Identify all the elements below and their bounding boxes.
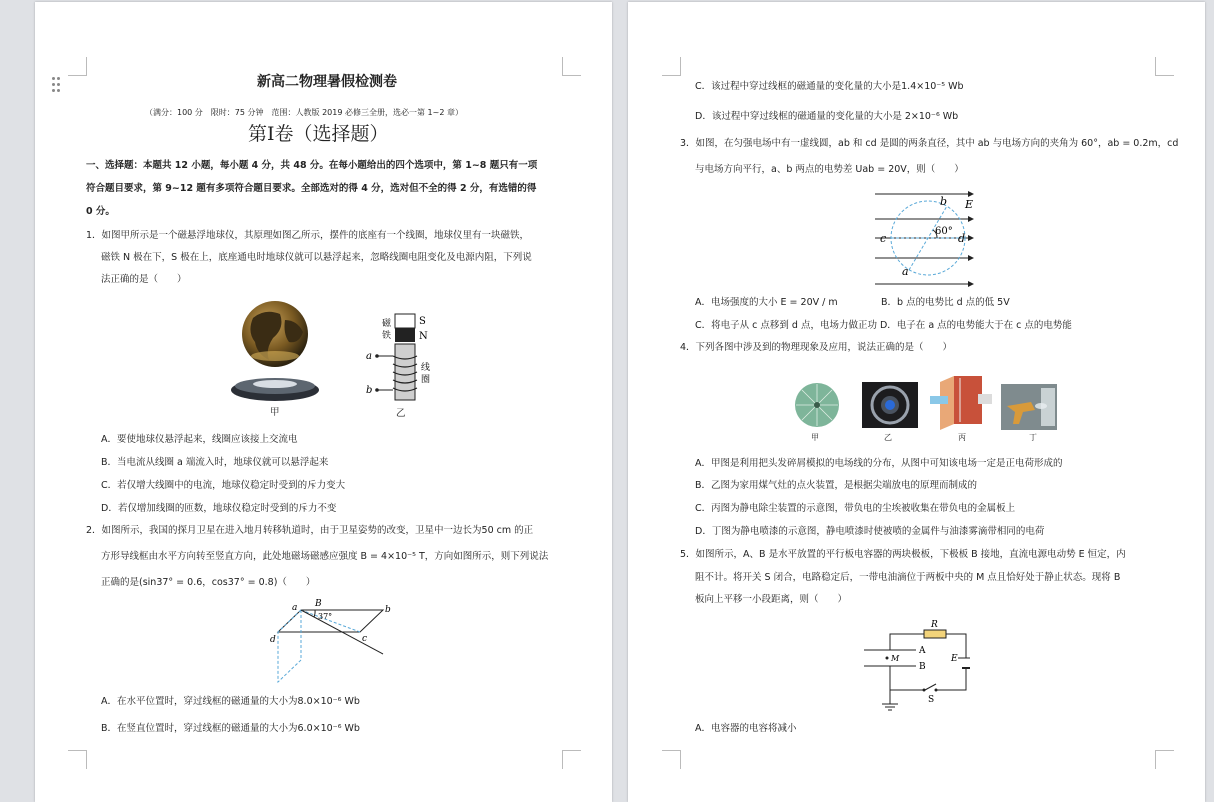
hair-field-photo [794,382,840,428]
q5-stem: 阻不计。将开关 S 闭合，电路稳定后，一带电油滴位于两板中央的 M 点且恰好处于静止状态。现将 B [695,572,1121,583]
q4-caption: 乙 [884,433,892,442]
fig-label: E [951,654,958,664]
fig-label: d [270,635,276,645]
capacitor-circuit-diagram [858,616,970,712]
instructions-line: 0 分。 [86,206,115,217]
spray-painting-photo [1001,384,1057,430]
document-page-2 [628,2,1205,802]
fig-label: c [880,232,887,245]
q1-option-b: B．当电流从线圈 a 端流入时，地球仪就可以悬浮起来 [101,457,329,468]
fig-label: A [919,646,926,656]
doc-title: 新高二物理暑假检测卷 [257,74,397,90]
electric-field-figure [871,186,983,290]
fig-label: a [902,265,909,278]
fig-label: M [891,654,900,663]
q1-stem: 磁铁 N 极在下，S 极在上，底座通电时地球仪就可以悬浮起来，忽略线圈电阻变化及电源内阻，下列说 [101,252,532,263]
fig-label: S [928,695,935,705]
fig-label: E [965,198,974,211]
q4-stem: 4．下列各图中涉及到的物理现象及应用，说法正确的是（ ） [680,342,953,353]
margin-corner-mark [662,57,681,76]
fig-label: R [931,620,938,630]
q2-option-a: A．在水平位置时，穿过线框的磁通量的大小为8.0×10⁻⁶ Wb [101,696,360,707]
magnet-label: 铁 [382,331,392,341]
margin-corner-mark [562,57,581,76]
q1-option-c: C．若仅增大线圈中的电流，地球仪稳定时受到的斥力变大 [101,480,346,491]
q2-option-b: B．在竖直位置时，穿过线框的磁通量的大小为6.0×10⁻⁶ Wb [101,723,360,734]
dust-removal-diagram [930,374,992,430]
magnet-label: 磁 [382,319,392,329]
q3-stem: 与电场方向平行，a、b 两点的电势差 Uab = 20V，则（ ） [695,164,964,175]
fig-label: d [958,232,966,245]
q5-stem: 5．如图所示，A、B 是水平放置的平行板电容器的两块极板，下极板 B 接地，直流电源电动势 E 恒定，内 [680,549,1126,560]
fig-label: a [292,603,298,613]
q4-option-d: D．丁图为静电喷漆的示意图，静电喷漆时使被喷的金属件与油漆雾滴带相同的电荷 [695,526,1045,537]
q2-option-c: C．该过程中穿过线框的磁通量的变化量的大小是1.4×10⁻⁵ Wb [695,81,964,92]
fig-label: c [362,634,368,644]
q2-stem: 2．如图所示，我国的探月卫星在进入地月转移轨道时，由于卫星姿势的改变，卫星中一边长为50 cm 的正 [86,525,534,536]
margin-corner-mark [68,750,87,769]
lead-b-label: b [366,385,373,396]
document-page-1 [35,2,612,802]
margin-corner-mark [662,750,681,769]
fig-label: b [385,605,391,615]
q3-option-a: A．电场强度的大小 E = 20V / m [695,297,838,308]
margin-corner-mark [1155,750,1174,769]
q2-option-d: D．该过程中穿过线框的磁通量的变化量的大小是 2×10⁻⁶ Wb [695,111,959,122]
wire-frame-figure [263,598,393,688]
q2-stem: 正确的是(sin37° = 0.6，cos37° = 0.8)（ ） [101,577,316,588]
q3-options-cd: C．将电子从 c 点移到 d 点，电场力做正功 D．电子在 a 点的电势能大于在 c 点的电势能 [695,320,1072,331]
q4-option-b: B．乙图为家用煤气灶的点火装置，是根据尖端放电的原理而制成的 [695,480,978,491]
fig-label: 60° [935,226,953,237]
magnet-coil-figure [365,310,445,410]
margin-corner-mark [562,750,581,769]
maglev-globe-figure [225,298,325,404]
pole-s-label: S [419,316,426,327]
lead-a-label: a [366,351,372,362]
q1-stem: 法正确的是（ ） [101,274,187,285]
q4-caption: 丁 [1029,433,1037,442]
margin-corner-mark [68,57,87,76]
q4-caption: 丙 [958,433,966,442]
q3-option-b: B．b 点的电势比 d 点的低 5V [881,297,1010,308]
q4-option-a: A．甲图是利用把头发碎屑模拟的电场线的分布，从图中可知该电场一定是正电荷形成的 [695,458,1063,469]
fig-caption-yi: 乙 [396,408,406,419]
fig-label: b [940,195,948,208]
coil-label: 线 [421,363,431,373]
instructions-line: 一、选择题：本题共 12 小题，每小题 4 分，共 48 分。在每小题给出的四个选项中，第 1~8 题只有一项 [86,160,538,171]
pole-n-label: N [419,331,428,342]
q5-stem: 板向上平移一小段距离，则（ ） [695,594,848,605]
part-title: 第Ⅰ卷（选择题） [248,123,389,145]
fig-caption-jia: 甲 [270,407,280,418]
q2-stem: 方形导线框由水平方向转至竖直方向，此处地磁场磁感应强度 B = 4×10⁻⁵ T，方向如图所示，则下列说法 [101,551,549,562]
q4-option-c: C．丙图为静电除尘装置的示意图，带负电的尘埃被收集在带负电的金属板上 [695,503,1016,514]
doc-subtitle: （满分：100 分 限时：75 分钟 范围：人教版 2019 必修三全册，选必一第 1~2 章） [145,108,463,117]
fig-label: B [919,662,926,672]
instructions-line: 符合题目要求，第 9~12 题有多项符合题目要求。全部选对的得 4 分，选对但不全的得 2 分，有选错的得 [86,183,537,194]
q4-caption: 甲 [811,433,819,442]
q1-option-a: A．要使地球仪悬浮起来，线圈应该接上交流电 [101,434,298,445]
fig-label: B [315,599,322,609]
coil-label: 圈 [421,375,431,385]
q5-option-a: A．电容器的电容将减小 [695,723,797,734]
fig-label: 37° [318,612,333,621]
q3-stem: 3．如图，在匀强电场中有一虚线圆，ab 和 cd 是圆的两条直径，其中 ab 与电场方向的夹角为 60°，ab = 0.2m，cd [680,138,1179,149]
q1-option-d: D．若仅增加线圈的匝数，地球仪稳定时受到的斥力不变 [101,503,337,514]
gas-stove-photo [862,382,918,428]
margin-corner-mark [1155,57,1174,76]
drag-handle-icon[interactable] [52,77,62,95]
q1-stem: 1．如图甲所示是一个磁悬浮地球仪，其原理如图乙所示，摆件的底座有一个线圈，地球仪里有一块磁铁， [86,230,530,241]
